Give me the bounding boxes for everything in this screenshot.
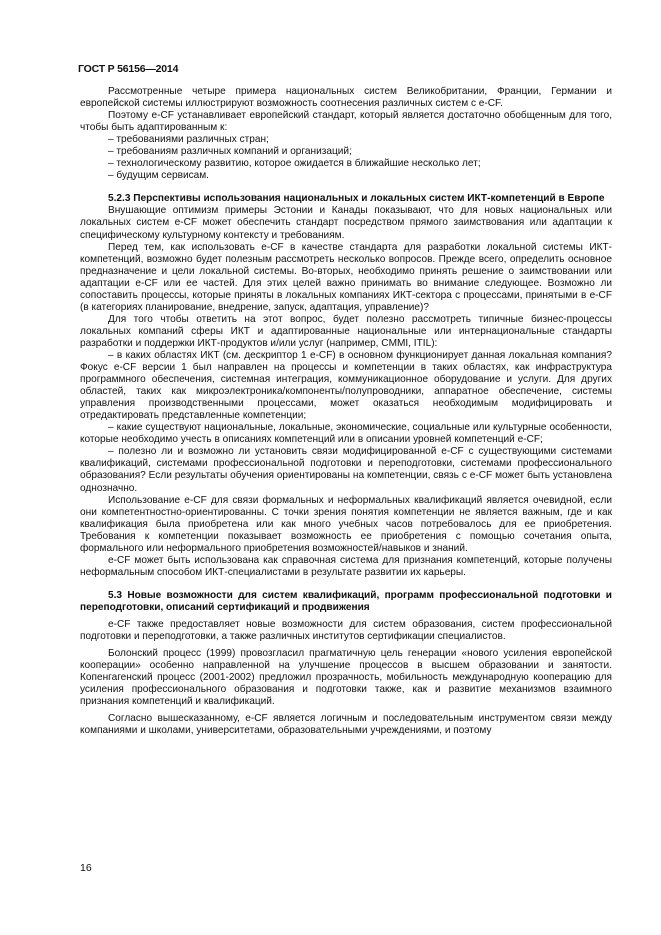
list-item: – будущим сервисам. bbox=[108, 170, 209, 182]
page-number: 16 bbox=[80, 862, 92, 874]
paragraph: Рассмотренные четыре примера национальных систем Великобритании, Франции, Германии и европейской системы иллюстрируют возможность соотнесения различных систем с e-CF. bbox=[80, 86, 612, 110]
paragraph: e-CF может быть использована как справочная система для признания компетенций, которые получены неформальным способом ИКТ-специалистами в результате развитии их карьеры. bbox=[80, 554, 612, 578]
list-item: – требованиям различных компаний и организаций; bbox=[108, 146, 352, 158]
paragraph: Использование e-CF для связи формальных и неформальных квалификаций является очевидной, если они компетентностно-ориентированны. С точки зрения понятия компетенции не является важным, где и как квалификация была приобретена или как много учебных часов потребовалось для ее приобретения. Требования к компетенции показывает возможность ее приобретения с помощью сочетания опыта, формального или неформального приобретения возможностей/навыков и знаний. bbox=[80, 494, 612, 554]
paragraph: Для того чтобы ответить на этот вопрос, будет полезно рассмотреть типичные бизнес-процессы локальных компаний сферы ИКТ и адаптированные национальные или интернациональные стандарты разработки и поддержки ИКТ-продуктов и/или услуг (например, CMMI, ITIL): bbox=[80, 313, 612, 349]
paragraph: Внушающие оптимизм примеры Эстонии и Канады показывают, что для новых национальных или локальных систем e-CF может обеспечить стандарт посредством прямого заимствования или адаптации к специфическому культурному контексту и требованиям. bbox=[80, 205, 612, 241]
list-item: – полезно ли и возможно ли установить связи модифицированной e-CF с существующими системами квалификаций, системами профессиональной подготовки и переподготовки, системами профессионального образования? Если результаты обучения ориентированы на компетенции, связь с e-CF может быть установлена однозначно. bbox=[80, 446, 612, 494]
section-heading-5-2-3: 5.2.3 Перспективы использования национальных и локальных систем ИКТ-компетенций в Европе bbox=[108, 193, 605, 205]
section-heading-5-3: 5.3 Новые возможности для систем квалификаций, программ профессиональной подготовки и переподготовки, описаний сертификаций и продвижения bbox=[80, 589, 612, 613]
paragraph: Поэтому e-CF устанавливает европейский стандарт, который является достаточно обобщенным для того, чтобы быть адаптированным к: bbox=[80, 110, 612, 134]
paragraph: Перед тем, как использовать e-CF в качестве стандарта для разработки локальной системы ИКТ-компетенций, возможно будет полезным рассмотреть несколько вопросов. Прежде всего, определить основное предназначение и цели локальной системы. Во-вторых, необходимо принять решение о заимствовании или адаптации e-CF или ее частей. Для этих целей важно принимать во внимание следующее. Возможно ли сопоставить процессы, которые приняты в локальных компаниях ИКТ-сектора с процессами, принятыми в e-CF (в категориях планирование, внедрение, запуск, адаптация, управление)? bbox=[80, 241, 612, 313]
paragraph: Болонский процесс (1999) провозгласил прагматичную цель генерации «нового усиления европейской кооперации» особенно направленной на улучшение процессов в высшем образовании и занятости. Копенгагенский процесс (2001-2002) предложил прозрачность, мобильность международную кооперацию для усиления профессионального образования и подготовки также, как и развитие механизмов взаимного признания компетенций и квалификаций. bbox=[80, 648, 612, 708]
standard-header: ГОСТ Р 56156—2014 bbox=[78, 63, 179, 75]
list-item: – в каких областях ИКТ (см. дескриптор 1 e-CF) в основном функционирует данная локальная компания? Фокус e-CF версии 1 был направлен на процессы и компетенции в таких областях, как инфраструктура программного обеспечения, системная интеграция, коммуникационное оборудование и услуги. Для других областей, таких как микроэлектроника/компоненты/полупроводники, аппаратное обеспечение, системы управления производственными процессами, может оказаться необходимым модифицировать и отредактировать представленные компетенции; bbox=[80, 349, 612, 422]
paragraph: e-CF также предоставляет новые возможности для систем образования, систем профессиональной подготовки и переподготовки, а также различных институтов сертификации специалистов. bbox=[80, 618, 612, 643]
document-body bbox=[80, 86, 612, 737]
paragraph: Согласно вышесказанному, e-CF является логичным и последовательным инструментом связи между компаниями и школами, университетами, образовательными учреждениями, и поэтому bbox=[80, 713, 612, 737]
list-item: – технологическому развитию, которое ожидается в ближайшие несколько лет; bbox=[108, 158, 481, 170]
list-item: – требованиями различных стран; bbox=[108, 134, 269, 146]
list-item: – какие существуют национальные, локальные, экономические, социальные или культурные особенности, которые необходимо учесть в описаниях компетенций или в описании уровней компетенций e-CF; bbox=[80, 422, 612, 446]
